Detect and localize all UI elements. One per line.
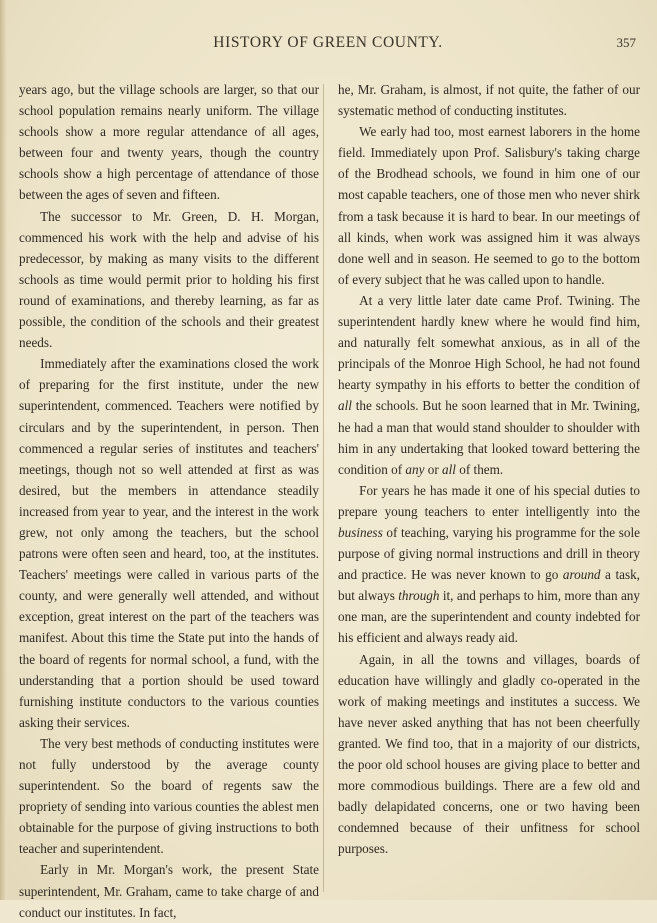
- paragraph: The very best methods of conducting institutes were not fully understood by the average county superintendent. So the board of regents saw the propriety of sending into various counties the ablest men obtainable for the purpose of giving instructions to both teacher and superintendent.: [19, 735, 319, 857]
- paragraph: Immediately after the examinations closed the work of preparing for the first institute, under the new superintendent, commenced. Teachers were notified by circulars and by the superintendent, in person. Then commenced a regular series of institutes and teachers' meetings, though not so well attended at first as was desired, but the members in attendance steadily increased from year to year, and the interest in the work grew, not only among the teachers, but the school patrons were often seen and heard, too, at the institutes. Teachers' meetings were called in various parts of the county, and were generally well attended, and without exception, great interest on the part of the teachers was manifest. About this time the State put into the hands of the board of regents for normal school, a fund, with the understanding that a portion should be used toward furnishing institute conductors to the various counties asking their services.: [19, 356, 319, 730]
- emphasis: business: [338, 524, 383, 540]
- emphasis: all: [442, 461, 456, 477]
- text-run: the schools. But he soon learned that in Mr. Twining, he had a man that would stand shoulder to shoulder with him in any undertaking that looked toward bettering the condition of: [338, 398, 640, 477]
- text-run: of teaching, varying his programme for the sole purpose of giving normal instructions and drill in theory and practice. He was never known to go: [338, 524, 640, 583]
- running-head: HISTORY OF GREEN COUNTY.: [213, 34, 443, 51]
- text-run: For years he has made it one of his special duties to prepare young teachers to enter intelligently into the: [338, 482, 640, 519]
- paragraph: Again, in all the towns and villages, boards of education have willingly and gladly co-operated in the work of making meetings and institutes a success. We have never asked anything that has not been cheerfully granted. We find too, that in a majority of our districts, the poor old school houses are giving place to better and more commodious buildings. There are a few old and badly delapidated concerns, one or two having been condemned because of their unfitness for school purposes.: [338, 651, 640, 857]
- paragraph: years ago, but the village schools are larger, so that our school population remains nearly uniform. The village schools show a more regular attendance of all ages, between four and twenty years, though the country schools show a high percentage of attendance of those between the ages of seven and fifteen.: [19, 82, 319, 203]
- page-number: 357: [616, 35, 636, 50]
- text-run: a task, but always: [338, 567, 640, 604]
- emphasis: through: [398, 588, 440, 604]
- column-divider: [323, 84, 324, 892]
- paragraph: he, Mr. Graham, is almost, if not quite, the father of our systematic method of conducting institutes.: [338, 82, 640, 119]
- paragraph: [338, 480, 640, 649]
- page-header: [18, 34, 638, 58]
- right-column: [338, 79, 640, 859]
- binding-edge: [0, 0, 7, 900]
- emphasis: any: [405, 461, 425, 477]
- emphasis: around: [562, 567, 601, 583]
- paragraph: Early in Mr. Morgan's work, the present State superintendent, Mr. Graham, came to take charge of and conduct our institutes. In fact,: [19, 862, 319, 920]
- text-run: of them.: [455, 461, 504, 477]
- text-run: it, and perhaps to him, more than any one man, are the superintendent and county indebted for his efficient and always ready aid.: [338, 588, 640, 646]
- paragraph: [338, 290, 640, 480]
- paragraph: We early had too, most earnest laborers in the home field. Immediately upon Prof. Salisbury's taking charge of the Brodhead schools, we found in him one of our most capable teachers, one of those men who never shirk from a task because it is hard to bear. In our meetings of all kinds, when work was assigned him it was always done well and in season. He seemed to go to the bottom of every subject that he was called upon to handle.: [338, 124, 640, 287]
- emphasis: all: [338, 398, 352, 414]
- paragraph: The successor to Mr. Green, D. H. Morgan, commenced his work with the help and advise of his predecessor, by making as many visits to the different schools as time would permit prior to holding his first round of examinations, and thereby learning, as far as possible, the condition of the schools and their greatest needs.: [19, 208, 319, 351]
- left-column: [19, 79, 319, 923]
- text-run: At a very little later date came Prof. Twining. The superintendent hardly knew where he would find him, and naturally felt somewhat anxious, as in all of the principals of the Monroe High School, he had not found hearty sympathy in his efforts to better the condition of: [338, 292, 640, 393]
- text-run: or: [424, 461, 443, 477]
